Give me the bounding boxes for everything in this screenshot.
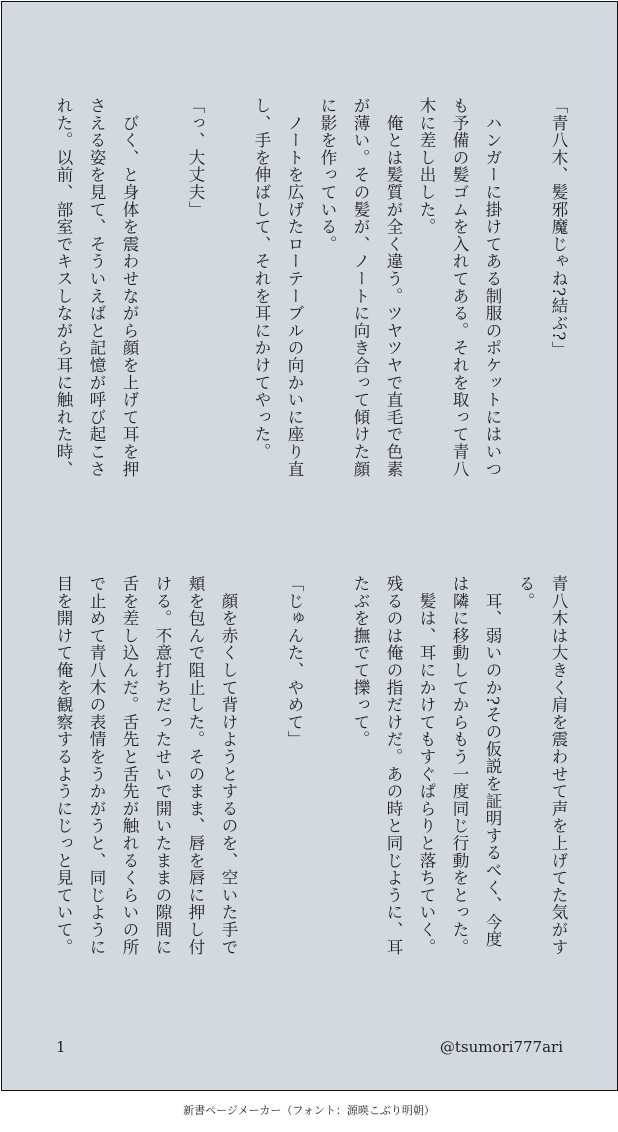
upper-text-block [47, 97, 575, 527]
text-line: は隣に移動してからもう一度同じ行動をとった。 [450, 575, 469, 956]
text-line: 耳、弱いのか?その仮説を証明するべく、今度 [483, 575, 502, 948]
lower-text-block [47, 575, 575, 1005]
text-line: 残るのは俺の指だけだ。あの時と同じように、耳 [384, 575, 403, 956]
text-line: 顔を赤くして背けようとするのを、空いた手で [219, 575, 238, 956]
text-line [212, 97, 245, 527]
text-line: れた。以前、部室でキスしながら耳に触れた時、 [54, 97, 73, 478]
text-line [245, 575, 278, 1005]
text-line: し、手を伸ばして、それを耳にかけてやった。 [252, 97, 271, 461]
text-line: 頬を包んで阻止した。そのまま、唇を唇に押し付 [186, 575, 205, 956]
text-line: さえる姿を見て、そういえばと記憶が呼び起こさ [87, 97, 106, 478]
text-line: で止めて青八木の表情をうかがうと、同じように [87, 575, 106, 956]
text-line: が薄い。その髪が、ノートに向き合って傾けた顔 [351, 97, 370, 478]
text-line: 舌を差し込んだ。舌先と舌先が触れるくらいの所 [120, 575, 139, 956]
text-line: 俺とは髪質が全く違う。ツヤツヤで直毛で色素 [384, 97, 403, 478]
text-line: 木に差し出した。 [417, 97, 436, 236]
text-line: びく、と身体を震わせながら顔を上げて耳を押 [120, 97, 139, 478]
text-line: ノートを広げたローテーブルの向かいに座り直 [285, 97, 304, 478]
text-line: 青八木は大きく肩を震わせて声を上げてた気がす [549, 575, 568, 956]
text-line: 髪は、耳にかけてもすぐぱらりと落ちていく。 [417, 575, 436, 956]
generator-caption: 新書ページメーカー（フォント：源暎こぶり明朝） [183, 1104, 435, 1117]
page-number: 1 [56, 1038, 66, 1056]
text-line [146, 97, 179, 527]
book-page [1, 1, 618, 1091]
text-line: たぶを撫でて擽って。 [351, 575, 370, 748]
text-line: に影を作っている。 [318, 97, 337, 253]
text-line [509, 97, 542, 527]
text-line [311, 575, 344, 1005]
text-line: ハンガーに掛けてある制服のポケットにはいつ [483, 97, 502, 478]
text-line: 「じゅんた、やめて」 [285, 575, 304, 748]
text-line: る。 [516, 575, 535, 610]
text-line: も予備の髪ゴムを入れてある。それを取って青八 [450, 97, 469, 478]
text-line: 「青八木、髪邪魔じゃね?結ぶ?」 [549, 97, 568, 359]
text-line: ける。不意打ちだったせいで開いたままの隙間に [153, 575, 172, 956]
text-line: 「っ、大丈夫」 [186, 97, 205, 219]
text-line: 目を開けて俺を観察するようにじっと見ていて。 [54, 575, 73, 956]
author-handle: @tsumori777ari [439, 1038, 563, 1056]
